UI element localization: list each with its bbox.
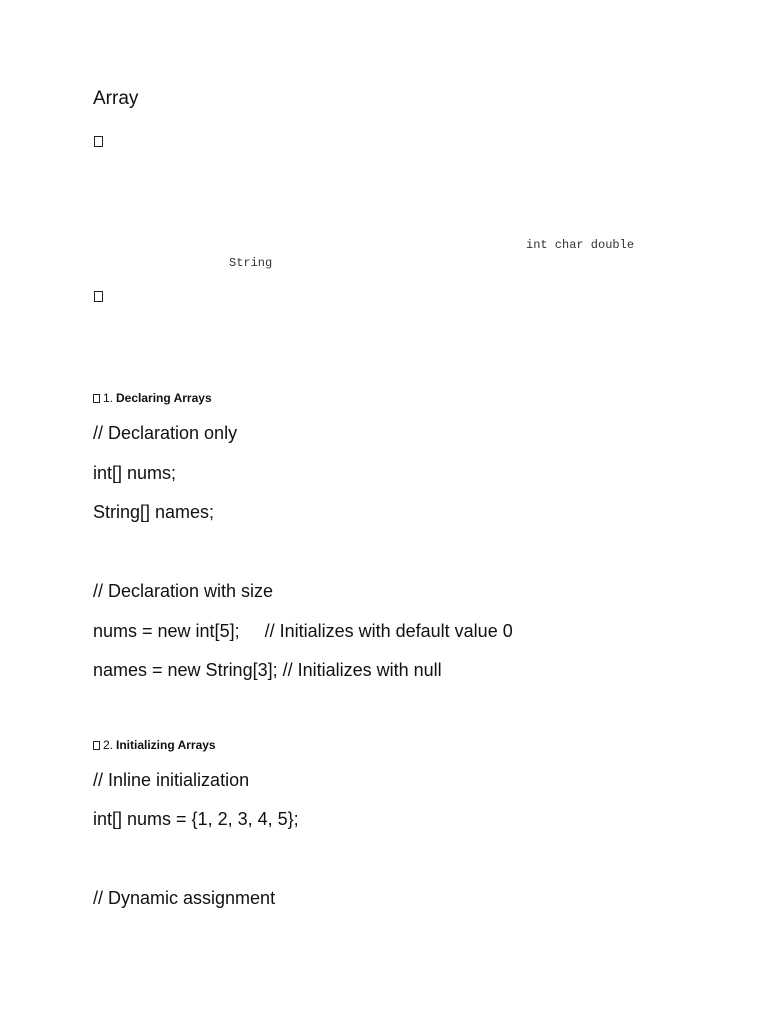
code-line: // Declaration only <box>93 423 238 443</box>
code-line: names = new String[3]; // Initializes with null <box>93 660 442 680</box>
section-heading-initializing-arrays <box>93 739 216 751</box>
missing-glyph-icon <box>94 291 103 302</box>
missing-glyph-icon <box>94 136 103 147</box>
inline-code-types: int char double <box>526 238 635 252</box>
section-number: 2. <box>103 738 114 752</box>
section-number: 1. <box>103 391 114 405</box>
code-line: nums = new int[5]; // Initializes with default value 0 <box>93 621 513 641</box>
code-line: // Declaration with size <box>93 581 274 601</box>
page-title: Array <box>93 88 139 109</box>
section-heading-label: Initializing Arrays <box>116 738 216 752</box>
code-line: // Dynamic assignment <box>93 888 276 908</box>
missing-glyph-icon <box>93 741 100 750</box>
code-line: // Inline initialization <box>93 770 250 790</box>
section-heading-label: Declaring Arrays <box>116 391 212 405</box>
code-line: int[] nums = {1, 2, 3, 4, 5}; <box>93 809 299 829</box>
section-heading-declaring-arrays <box>93 392 212 404</box>
code-line: int[] nums; <box>93 463 177 483</box>
inline-code-string: String <box>229 256 273 270</box>
code-line: String[] names; <box>93 502 215 522</box>
missing-glyph-icon <box>93 394 100 403</box>
